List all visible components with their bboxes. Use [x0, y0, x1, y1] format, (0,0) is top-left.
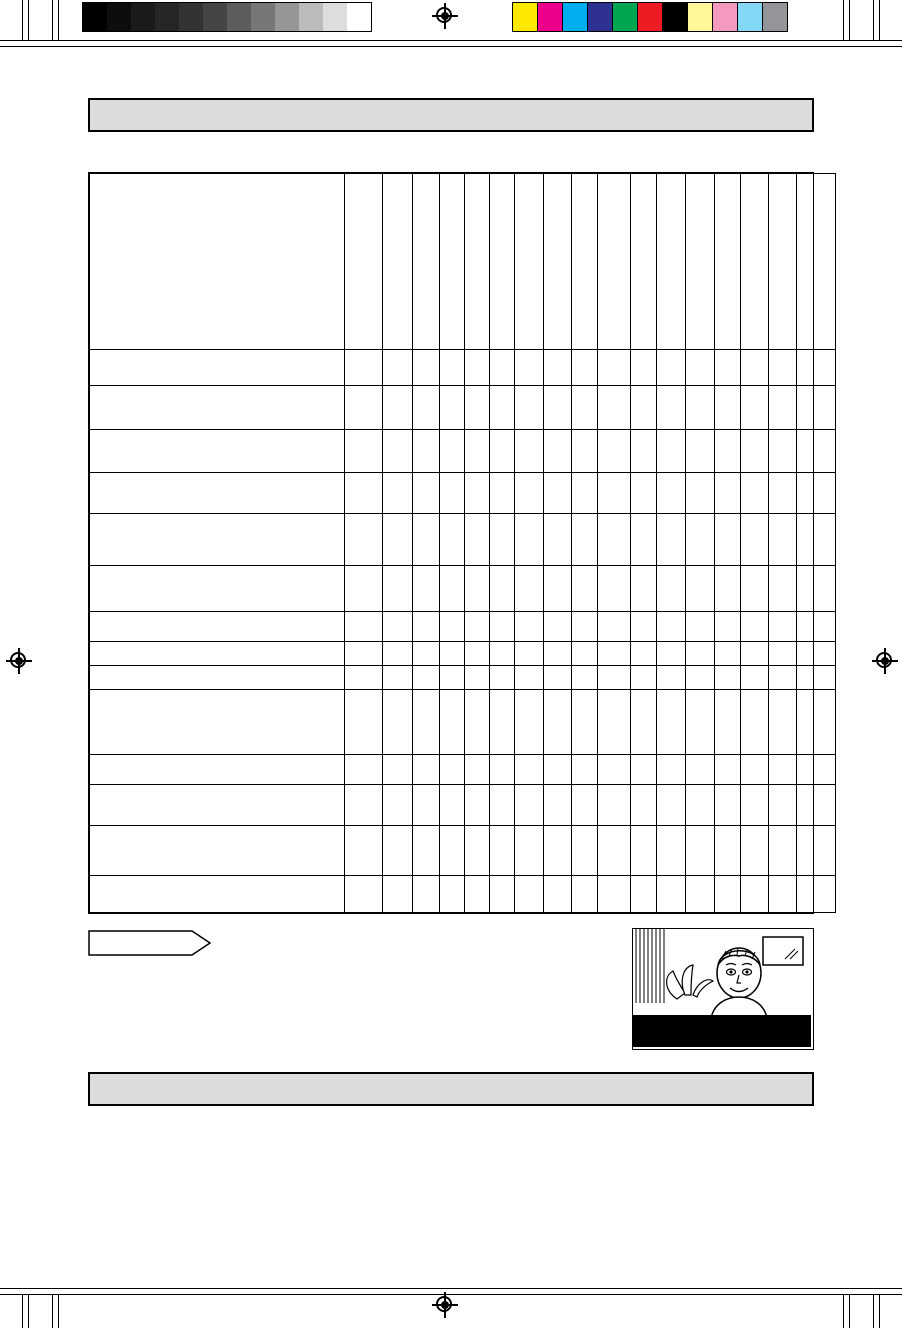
- table-col-header: [741, 174, 769, 350]
- table-cell: [657, 429, 686, 472]
- table-cell: [413, 473, 440, 514]
- table-cell: [769, 611, 797, 641]
- table-cell: [769, 642, 797, 666]
- table-cell: [383, 642, 413, 666]
- table-cell: [440, 754, 465, 784]
- table-cell: [440, 689, 465, 754]
- table-cell: [657, 386, 686, 429]
- table-cell: [544, 429, 572, 472]
- table-col-header: [686, 174, 715, 350]
- table-cell: [657, 611, 686, 641]
- table-cell: [657, 349, 686, 386]
- table-cell: [598, 665, 631, 689]
- table-cell: [572, 876, 598, 913]
- table-cell: [657, 826, 686, 876]
- table-cell: [598, 611, 631, 641]
- table-row-label: [90, 429, 345, 472]
- table-row-label: [90, 665, 345, 689]
- table-cell: [686, 876, 715, 913]
- table-cell: [631, 611, 657, 641]
- table-cell: [413, 754, 440, 784]
- table-cell: [598, 566, 631, 612]
- table-cell: [440, 386, 465, 429]
- table-cell: [797, 386, 836, 429]
- table-cell: [797, 566, 836, 612]
- table-cell: [769, 826, 797, 876]
- table-cell: [345, 473, 383, 514]
- table-cell: [413, 689, 440, 754]
- table-cell: [465, 386, 490, 429]
- table-cell: [715, 473, 741, 514]
- table-cell: [631, 386, 657, 429]
- table-cell: [465, 785, 490, 826]
- table-cell: [515, 665, 544, 689]
- table-cell: [598, 785, 631, 826]
- table-cell: [631, 473, 657, 514]
- table-cell: [345, 566, 383, 612]
- table-cell: [345, 642, 383, 666]
- table-cell: [741, 611, 769, 641]
- table-cell: [686, 429, 715, 472]
- table-cell: [490, 785, 515, 826]
- table-cell: [686, 611, 715, 641]
- table-cell: [383, 785, 413, 826]
- table-cell: [345, 785, 383, 826]
- table-cell: [515, 826, 544, 876]
- table-cell: [544, 826, 572, 876]
- table-row-label: [90, 349, 345, 386]
- table-cell: [572, 514, 598, 566]
- table-row-label: [90, 566, 345, 612]
- table-cell: [413, 611, 440, 641]
- table-cell: [741, 876, 769, 913]
- table-cell: [598, 689, 631, 754]
- table-cell: [598, 826, 631, 876]
- table-row-label: [90, 386, 345, 429]
- table-cell: [383, 826, 413, 876]
- table-cell: [544, 473, 572, 514]
- table-cell: [769, 754, 797, 784]
- table-col-header: [490, 174, 515, 350]
- table-cell: [490, 826, 515, 876]
- table-cell: [465, 473, 490, 514]
- table-cell: [465, 642, 490, 666]
- table-col-header: [544, 174, 572, 350]
- table-cell: [631, 429, 657, 472]
- table-cell: [686, 642, 715, 666]
- table-cell: [544, 754, 572, 784]
- table-cell: [741, 473, 769, 514]
- table-cell: [345, 611, 383, 641]
- table-cell: [515, 429, 544, 472]
- table-cell: [741, 665, 769, 689]
- table-cell: [769, 429, 797, 472]
- table-col-header: [657, 174, 686, 350]
- table-cell: [797, 611, 836, 641]
- table-cell: [598, 349, 631, 386]
- table-cell: [797, 876, 836, 913]
- table-cell: [544, 566, 572, 612]
- table-cell: [631, 349, 657, 386]
- table-cell: [572, 785, 598, 826]
- table-cell: [413, 785, 440, 826]
- table-cell: [383, 689, 413, 754]
- table-cell: [631, 566, 657, 612]
- table-cell: [686, 566, 715, 612]
- table-cell: [797, 473, 836, 514]
- table-col-header: [465, 174, 490, 350]
- table-cell: [440, 665, 465, 689]
- table-cell: [741, 642, 769, 666]
- table-row-label: [90, 826, 345, 876]
- table-cell: [657, 876, 686, 913]
- table-cell: [383, 754, 413, 784]
- table-cell: [657, 514, 686, 566]
- table-col-header: [769, 174, 797, 350]
- table-cell: [440, 876, 465, 913]
- table-cell: [631, 754, 657, 784]
- table-cell: [413, 429, 440, 472]
- table-cell: [741, 826, 769, 876]
- table-cell: [769, 473, 797, 514]
- table-cell: [715, 349, 741, 386]
- table-cell: [413, 566, 440, 612]
- table-cell: [515, 566, 544, 612]
- table-cell: [715, 876, 741, 913]
- table-cell: [345, 876, 383, 913]
- table-cell: [490, 876, 515, 913]
- table-cell: [440, 473, 465, 514]
- table-cell: [686, 785, 715, 826]
- table-cell: [686, 754, 715, 784]
- table-cell: [741, 785, 769, 826]
- table-cell: [515, 386, 544, 429]
- table-cell: [715, 826, 741, 876]
- person-at-desk-illustration: [632, 928, 814, 1050]
- table-cell: [413, 826, 440, 876]
- table-cell: [741, 689, 769, 754]
- table-cell: [413, 349, 440, 386]
- table-cell: [741, 566, 769, 612]
- table-cell: [345, 665, 383, 689]
- table-cell: [465, 566, 490, 612]
- table-cell: [544, 665, 572, 689]
- table-cell: [345, 826, 383, 876]
- table-cell: [345, 349, 383, 386]
- table-row-label: [90, 876, 345, 913]
- table-cell: [686, 665, 715, 689]
- table-cell: [490, 689, 515, 754]
- table-cell: [465, 689, 490, 754]
- table-cell: [657, 665, 686, 689]
- table-cell: [769, 876, 797, 913]
- table-cell: [715, 785, 741, 826]
- table-cell: [797, 349, 836, 386]
- table-cell: [598, 429, 631, 472]
- table-col-header: [383, 174, 413, 350]
- table-cell: [741, 429, 769, 472]
- table-cell: [544, 785, 572, 826]
- table-row-label: [90, 689, 345, 754]
- table-cell: [797, 642, 836, 666]
- table-cell: [490, 429, 515, 472]
- table-cell: [440, 611, 465, 641]
- table-cell: [598, 876, 631, 913]
- table-cell: [544, 611, 572, 641]
- table-cell: [686, 473, 715, 514]
- table-cell: [631, 642, 657, 666]
- top-section-band: [88, 98, 814, 132]
- table-cell: [686, 514, 715, 566]
- table-cell: [769, 349, 797, 386]
- bottom-section-band: [88, 1072, 814, 1106]
- table-cell: [413, 386, 440, 429]
- table-row-label: [90, 754, 345, 784]
- table-cell: [572, 642, 598, 666]
- feature-matrix-table: [88, 172, 814, 914]
- table-cell: [465, 514, 490, 566]
- table-row-label: [90, 473, 345, 514]
- table-cell: [490, 349, 515, 386]
- table-cell: [490, 566, 515, 612]
- table-cell: [490, 611, 515, 641]
- table-cell: [769, 566, 797, 612]
- table-cell: [715, 566, 741, 612]
- table-col-header: [413, 174, 440, 350]
- table-cell: [572, 754, 598, 784]
- table-cell: [797, 754, 836, 784]
- table-cell: [598, 473, 631, 514]
- table-cell: [572, 349, 598, 386]
- table-row-label: [90, 611, 345, 641]
- table-cell: [572, 386, 598, 429]
- table-cell: [515, 754, 544, 784]
- table-cell: [465, 349, 490, 386]
- table-cell: [572, 429, 598, 472]
- table-cell: [631, 876, 657, 913]
- table-cell: [465, 876, 490, 913]
- table-cell: [490, 642, 515, 666]
- table-cell: [515, 611, 544, 641]
- table-cell: [797, 514, 836, 566]
- table-cell: [572, 473, 598, 514]
- table-cell: [657, 642, 686, 666]
- table-cell: [715, 429, 741, 472]
- table-cell: [490, 665, 515, 689]
- table-cell: [631, 665, 657, 689]
- table-col-header: [715, 174, 741, 350]
- table-col-header: [797, 174, 836, 350]
- table-cell: [715, 611, 741, 641]
- table-cell: [631, 785, 657, 826]
- table-cell: [383, 429, 413, 472]
- table-cell: [544, 642, 572, 666]
- table-cell: [465, 754, 490, 784]
- table-cell: [686, 349, 715, 386]
- table-cell: [515, 642, 544, 666]
- table-cell: [515, 785, 544, 826]
- table-cell: [544, 349, 572, 386]
- table-cell: [657, 689, 686, 754]
- note-flag: [88, 930, 212, 956]
- table-cell: [465, 429, 490, 472]
- table-cell: [440, 429, 465, 472]
- table-cell: [515, 473, 544, 514]
- table-col-header: [515, 174, 544, 350]
- table-corner-cell: [90, 174, 345, 350]
- table-cell: [631, 689, 657, 754]
- table-cell: [544, 689, 572, 754]
- table-cell: [440, 826, 465, 876]
- table-cell: [544, 514, 572, 566]
- table-cell: [515, 349, 544, 386]
- table-cell: [598, 754, 631, 784]
- table-cell: [769, 785, 797, 826]
- table-cell: [440, 642, 465, 666]
- table-cell: [715, 386, 741, 429]
- table-cell: [657, 473, 686, 514]
- table-cell: [741, 386, 769, 429]
- table-cell: [490, 514, 515, 566]
- table-cell: [383, 876, 413, 913]
- table-cell: [383, 349, 413, 386]
- table-cell: [572, 566, 598, 612]
- table-cell: [657, 566, 686, 612]
- table-cell: [741, 349, 769, 386]
- table-cell: [631, 514, 657, 566]
- table-cell: [741, 514, 769, 566]
- table-cell: [345, 514, 383, 566]
- table-cell: [413, 665, 440, 689]
- table-cell: [465, 826, 490, 876]
- table-cell: [715, 665, 741, 689]
- table-cell: [797, 785, 836, 826]
- table-cell: [572, 826, 598, 876]
- table-cell: [440, 514, 465, 566]
- table-col-header: [345, 174, 383, 350]
- table-cell: [345, 386, 383, 429]
- table-cell: [572, 611, 598, 641]
- table-cell: [490, 386, 515, 429]
- table-col-header: [440, 174, 465, 350]
- table-cell: [769, 689, 797, 754]
- table-cell: [383, 386, 413, 429]
- table-cell: [515, 514, 544, 566]
- table-cell: [413, 514, 440, 566]
- table-cell: [383, 611, 413, 641]
- table-cell: [413, 642, 440, 666]
- table-cell: [598, 386, 631, 429]
- table-cell: [572, 665, 598, 689]
- table-cell: [686, 826, 715, 876]
- table-cell: [345, 754, 383, 784]
- table-col-header: [631, 174, 657, 350]
- table-cell: [515, 689, 544, 754]
- table-cell: [715, 642, 741, 666]
- table-cell: [465, 611, 490, 641]
- table-cell: [383, 665, 413, 689]
- table-cell: [544, 386, 572, 429]
- table-cell: [657, 754, 686, 784]
- table-cell: [345, 429, 383, 472]
- table-cell: [598, 514, 631, 566]
- table-cell: [715, 754, 741, 784]
- table-col-header: [598, 174, 631, 350]
- table-cell: [769, 514, 797, 566]
- table-cell: [598, 642, 631, 666]
- table-cell: [715, 689, 741, 754]
- table-cell: [797, 826, 836, 876]
- table-cell: [490, 473, 515, 514]
- table-cell: [383, 514, 413, 566]
- table-cell: [383, 566, 413, 612]
- table-cell: [715, 514, 741, 566]
- table-cell: [769, 386, 797, 429]
- table-cell: [657, 785, 686, 826]
- table-cell: [769, 665, 797, 689]
- table-cell: [465, 665, 490, 689]
- table-cell: [440, 785, 465, 826]
- table-row-label: [90, 785, 345, 826]
- table-cell: [686, 386, 715, 429]
- table-cell: [572, 689, 598, 754]
- table-cell: [440, 349, 465, 386]
- table-cell: [797, 689, 836, 754]
- table-row-label: [90, 642, 345, 666]
- table-cell: [797, 429, 836, 472]
- table-cell: [544, 876, 572, 913]
- table-cell: [515, 876, 544, 913]
- table-cell: [490, 754, 515, 784]
- table-cell: [440, 566, 465, 612]
- table-cell: [345, 689, 383, 754]
- table-cell: [383, 473, 413, 514]
- table-row-label: [90, 514, 345, 566]
- table-cell: [797, 665, 836, 689]
- table-cell: [686, 689, 715, 754]
- table-cell: [741, 754, 769, 784]
- table-cell: [631, 826, 657, 876]
- table-cell: [413, 876, 440, 913]
- table-col-header: [572, 174, 598, 350]
